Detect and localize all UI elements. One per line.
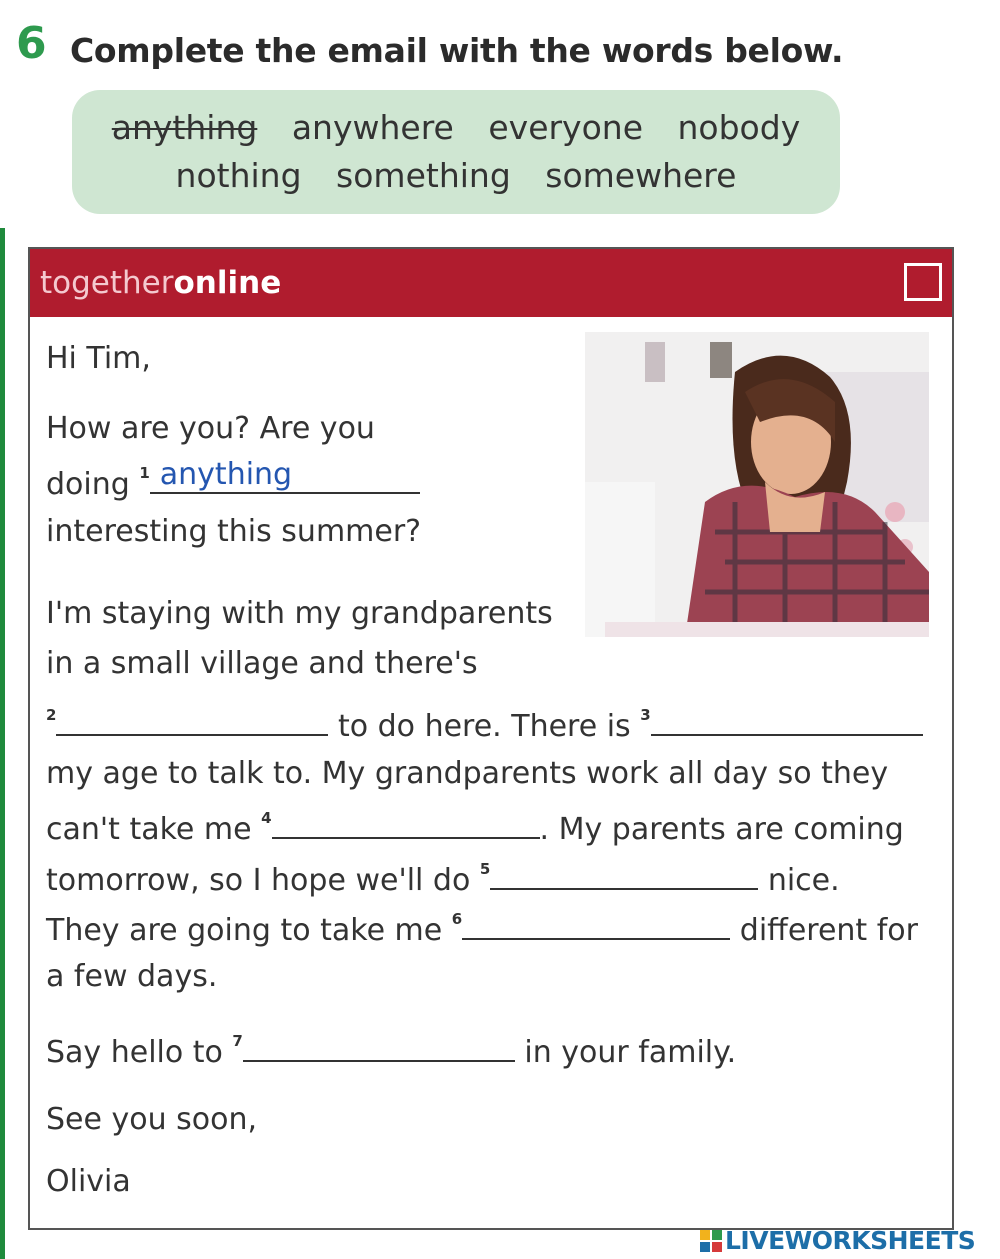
window-maximize-icon[interactable] bbox=[904, 263, 942, 301]
email-text-line: doing $^1$ anything bbox=[46, 462, 420, 502]
word-bank-item: somewhere bbox=[545, 156, 737, 195]
signature: Olivia bbox=[46, 1164, 131, 1199]
email-text: interesting this summer? bbox=[46, 514, 422, 549]
liveworksheets-text: LIVEWORKSHEETS bbox=[725, 1226, 976, 1255]
answer-blank-5[interactable] bbox=[490, 858, 758, 890]
page-edge-stripe bbox=[0, 228, 5, 1259]
liveworksheets-icon bbox=[700, 1230, 722, 1252]
email-window bbox=[28, 247, 954, 1230]
email-text-line: They are going to take me $^6$ different for bbox=[46, 910, 918, 948]
email-text: How are you? Are you bbox=[46, 411, 375, 446]
answer-blank-7[interactable] bbox=[243, 1030, 515, 1062]
blank-number: 7 bbox=[232, 1032, 243, 1050]
word-bank-item: anywhere bbox=[291, 108, 454, 147]
exercise-number: 6 bbox=[16, 18, 47, 69]
word-bank-item: everyone bbox=[488, 108, 643, 147]
answer-blank-6[interactable] bbox=[462, 908, 730, 940]
word-bank-item: nobody bbox=[677, 108, 801, 147]
email-text: a few days. bbox=[46, 959, 218, 994]
blank-number: 3 bbox=[640, 706, 651, 724]
email-title-bar bbox=[30, 249, 952, 317]
liveworksheets-logo bbox=[700, 1226, 975, 1255]
blank-number: 5 bbox=[479, 860, 491, 878]
email-text: my age to talk to. My grandparents work all day so they bbox=[46, 756, 889, 791]
answer-blank-4[interactable] bbox=[272, 807, 540, 839]
exercise-instructions: Complete the email with the words below. bbox=[70, 31, 844, 70]
answer-blank-2[interactable] bbox=[56, 704, 328, 736]
blank-1-answer: anything bbox=[159, 457, 293, 492]
word-bank bbox=[72, 90, 840, 214]
email-text-line: tomorrow, so I hope we'll do $^5$ nice. bbox=[46, 860, 840, 898]
email-text: in a small village and there's bbox=[46, 646, 478, 681]
answer-blank-1[interactable] bbox=[150, 457, 420, 494]
word-bank-item: nothing bbox=[175, 156, 302, 195]
email-text: I'm staying with my grandparents bbox=[46, 596, 553, 631]
blank-number: 4 bbox=[261, 809, 272, 827]
answer-blank-3[interactable] bbox=[651, 704, 923, 736]
brand-logo: togetheronline bbox=[40, 265, 282, 301]
closing: See you soon, bbox=[46, 1102, 258, 1137]
word-bank-item: anything bbox=[111, 108, 258, 147]
girl-photo bbox=[585, 332, 929, 637]
word-bank-item: something bbox=[336, 156, 511, 195]
blank-number: 6 bbox=[451, 910, 463, 928]
email-text-line: Say hello to $^7$ in your family. bbox=[46, 1032, 737, 1070]
email-text-line: $^2$ to do here. There is $^3$ bbox=[46, 704, 923, 744]
email-text-line: can't take me $^4$ . My parents are coming bbox=[46, 809, 904, 847]
blank-number: 2 bbox=[46, 706, 57, 724]
greeting: Hi Tim, bbox=[46, 341, 151, 376]
blank-number: 1 bbox=[139, 464, 150, 482]
